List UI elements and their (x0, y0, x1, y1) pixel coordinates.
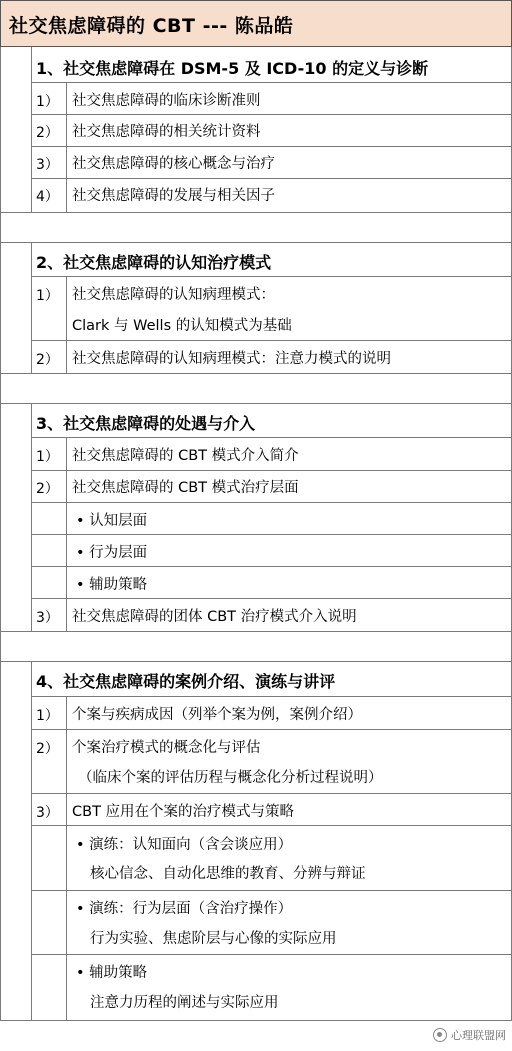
item-text: 个案治疗模式的概念化与评估 (72, 740, 261, 756)
row-line (31, 178, 512, 179)
row-line (31, 825, 512, 826)
left-border (0, 47, 1, 1021)
bullet-item: • 辅助策略 (76, 965, 148, 981)
item-text: 社交焦虑障碍的相关统计资料 (72, 124, 261, 140)
row-line (31, 470, 512, 471)
title-row (0, 0, 512, 47)
row-line (31, 793, 512, 794)
item-number: 1） (36, 94, 59, 110)
item-text: 社交焦虑障碍的团体 CBT 治疗模式介入说明 (72, 609, 357, 625)
item-number: 2） (36, 125, 59, 141)
item-text-line2: （临床个案的评估历程与概念化分析过程说明） (78, 770, 383, 786)
bullet-item-detail: 行为实验、焦虑阶层与心像的实际应用 (90, 931, 337, 947)
row-line (31, 82, 512, 83)
divider (31, 242, 32, 374)
item-number: 2） (36, 741, 59, 757)
row-line (31, 890, 512, 891)
bullet-item: • 认知层面 (76, 513, 148, 529)
row-line (0, 212, 512, 213)
row-line (31, 340, 512, 341)
item-text: 社交焦虑障碍的临床诊断准则 (72, 93, 261, 109)
row-line (0, 242, 512, 243)
divider (66, 82, 67, 213)
row-line (31, 954, 512, 955)
row-line (31, 502, 512, 503)
item-number: 4） (36, 189, 59, 205)
row-line (31, 696, 512, 697)
row-line (31, 146, 512, 147)
bullet-item-detail: 核心信念、自动化思维的教育、分辨与辩证 (90, 866, 366, 882)
row-line (31, 534, 512, 535)
section-heading-1: 1、社交焦虑障碍在 DSM-5 及 ICD-10 的定义与诊断 (36, 59, 429, 78)
item-text: 社交焦虑障碍的 CBT 模式治疗层面 (72, 480, 299, 496)
row-line (31, 114, 512, 115)
item-number: 3） (36, 805, 59, 821)
item-text-line2: Clark 与 Wells 的认知模式为基础 (72, 318, 292, 334)
row-line (31, 276, 512, 277)
item-text: CBT 应用在个案的治疗模式与策略 (72, 804, 295, 820)
item-text: 社交焦虑障碍的 CBT 模式介入简介 (72, 448, 299, 464)
section-heading-4: 4、社交焦虑障碍的案例介绍、演练与讲评 (36, 672, 336, 691)
item-text: 个案与疾病成因（列举个案为例，案例介绍） (72, 707, 362, 723)
bullet-item: • 辅助策略 (76, 577, 148, 593)
row-line (0, 1020, 512, 1021)
item-number: 3） (36, 157, 59, 173)
row-line (31, 598, 512, 599)
item-number: 2） (36, 481, 59, 497)
item-text: 社交焦虑障碍的认知病理模式： (72, 287, 275, 303)
divider (31, 47, 32, 213)
page-title: 社交焦虑障碍的 CBT --- 陈品皓 (9, 15, 294, 37)
divider (31, 661, 32, 1021)
watermark-text: 心理联盟网 (451, 1029, 506, 1042)
row-line (0, 373, 512, 374)
item-number: 1） (36, 708, 59, 724)
item-text: 社交焦虑障碍的认知病理模式：注意力模式的说明 (72, 351, 391, 367)
item-number: 2） (36, 352, 59, 368)
row-line (0, 631, 512, 632)
section-heading-2: 2、社交焦虑障碍的认知治疗模式 (36, 253, 272, 272)
row-line (0, 403, 512, 404)
bullet-item: • 演练：行为层面（含治疗操作） (76, 901, 293, 917)
row-line (0, 661, 512, 662)
row-line (31, 437, 512, 438)
item-text: 社交焦虑障碍的核心概念与治疗 (72, 156, 275, 172)
bullet-item: • 行为层面 (76, 545, 148, 561)
item-text: 社交焦虑障碍的发展与相关因子 (72, 188, 275, 204)
row-line (31, 566, 512, 567)
item-number: 3） (36, 610, 59, 626)
divider (66, 276, 67, 374)
section-heading-3: 3、社交焦虑障碍的处遇与介入 (36, 414, 256, 433)
item-number: 1） (36, 288, 59, 304)
row-line (31, 729, 512, 730)
wechat-icon (433, 1028, 447, 1042)
watermark (433, 1027, 506, 1043)
divider (66, 696, 67, 1021)
bullet-item-detail: 注意力历程的阐述与实际应用 (90, 995, 279, 1011)
item-number: 1） (36, 449, 59, 465)
bullet-item: • 演练：认知面向（含会谈应用） (76, 837, 293, 853)
